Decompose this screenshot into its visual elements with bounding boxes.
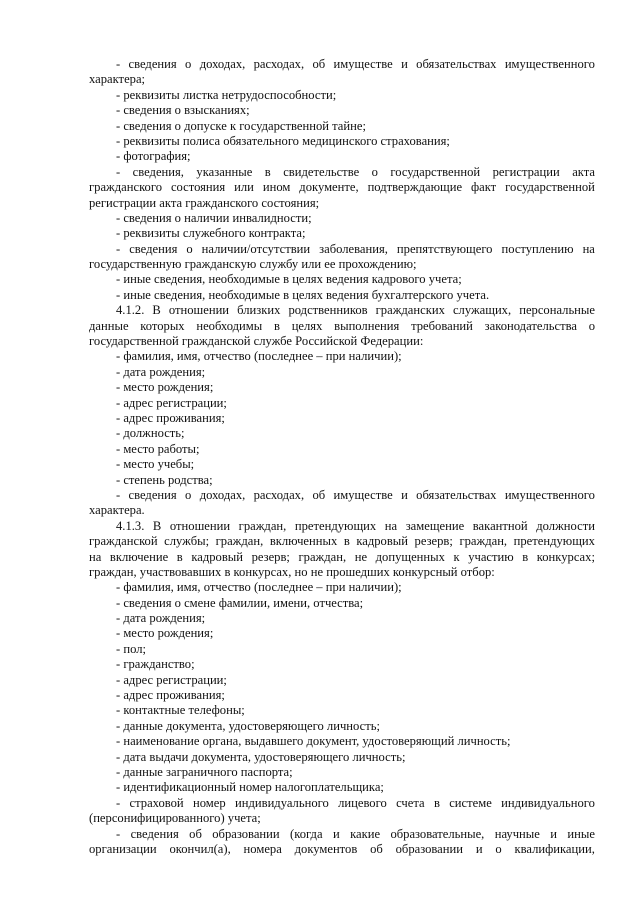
text-line: - место рождения; <box>116 380 214 395</box>
text-line: - страховой номер индивидуального лицевого счета в системе индивидуального <box>116 795 595 810</box>
text-line: (персонифицированного) учета; <box>89 811 261 826</box>
text-line: - реквизиты служебного контракта; <box>116 226 306 241</box>
text-line: - сведения о доходах, расходах, об имуществе и обязательствах имущественного <box>116 487 595 502</box>
text-line: - реквизиты листка нетрудоспособности; <box>116 87 337 102</box>
text-line: - сведения о доходах, расходах, об имуществе и обязательствах имущественного <box>116 57 595 71</box>
text-line: - сведения о наличии/отсутствии заболевания, препятствующего поступлению на <box>116 241 595 256</box>
text-line: - сведения о допуске к государственной тайне; <box>116 118 366 133</box>
text-line: - степень родства; <box>116 472 213 487</box>
text-line: - гражданство; <box>116 657 195 672</box>
text-line: - сведения о смене фамилии, имени, отчества; <box>116 595 364 610</box>
text-line: - адрес регистрации; <box>116 395 227 410</box>
text-line: государственную гражданскую службу или ее прохождению; <box>89 257 417 272</box>
text-line: - дата выдачи документа, удостоверяющего личность; <box>116 749 406 764</box>
text-line: - место рождения; <box>116 626 214 641</box>
text-line: гражданской службы; граждан, включенных в кадровый резерв; граждан, претендующих <box>89 534 595 549</box>
text-line: - место учебы; <box>116 457 195 472</box>
text-line: регистрации акта гражданского состояния; <box>89 195 320 210</box>
text-line: - данные заграничного паспорта; <box>116 764 293 779</box>
text-line: 4.1.3. В отношении граждан, претендующих на замещение вакантной должности <box>116 518 595 533</box>
text-line: государственной гражданской службе Российской Федерации: <box>89 334 424 349</box>
text-line: - адрес регистрации; <box>116 672 227 687</box>
text-line: - сведения о наличии инвалидности; <box>116 210 312 225</box>
text-line: характера; <box>89 72 146 87</box>
text-line: - сведения об образовании (когда и какие образовательные, научные и иные <box>116 826 595 841</box>
text-line: - адрес проживания; <box>116 410 225 425</box>
text-line: характера. <box>89 503 145 518</box>
text-line: - адрес проживания; <box>116 688 225 703</box>
text-line: - пол; <box>116 641 146 656</box>
text-line: - идентификационный номер налогоплательщика; <box>116 780 384 795</box>
document-body <box>89 57 595 857</box>
text-line: - фамилия, имя, отчество (последнее – при наличии); <box>116 580 402 595</box>
text-line: - фотография; <box>116 149 191 164</box>
text-line: - дата рождения; <box>116 364 206 379</box>
text-line: - контактные телефоны; <box>116 703 245 718</box>
text-line: - место работы; <box>116 441 200 456</box>
text-line: на включение в кадровый резерв; граждан, не допущенных к участию в конкурсах; <box>89 549 595 564</box>
text-line: - фамилия, имя, отчество (последнее – при наличии); <box>116 349 402 364</box>
text-line: - дата рождения; <box>116 611 206 626</box>
text-line: - сведения, указанные в свидетельстве о государственной регистрации акта <box>116 164 595 179</box>
text-line: данные которых необходимы в целях выполнения требований законодательства о <box>89 318 595 333</box>
text-line: 4.1.2. В отношении близких родственников гражданских служащих, персональные <box>116 303 595 318</box>
text-line: - реквизиты полиса обязательного медицинского страхования; <box>116 133 450 148</box>
text-line: организации окончил(а), номера документов об образовании и о квалификации, <box>89 841 595 856</box>
text-line: граждан, участвовавших в конкурсах, но не прошедших конкурсный отбор: <box>89 564 495 579</box>
text-line: - иные сведения, необходимые в целях ведения кадрового учета; <box>116 272 462 287</box>
text-line: - должность; <box>116 426 185 441</box>
text-line: - иные сведения, необходимые в целях ведения бухгалтерского учета. <box>116 287 490 302</box>
text-line: - наименование органа, выдавшего документ, удостоверяющий личность; <box>116 734 511 749</box>
text-line: гражданского состояния или ином документе, подтверждающие факт государственной <box>89 180 595 195</box>
text-line: - данные документа, удостоверяющего личность; <box>116 718 380 733</box>
text-line: - сведения о взысканиях; <box>116 103 250 118</box>
